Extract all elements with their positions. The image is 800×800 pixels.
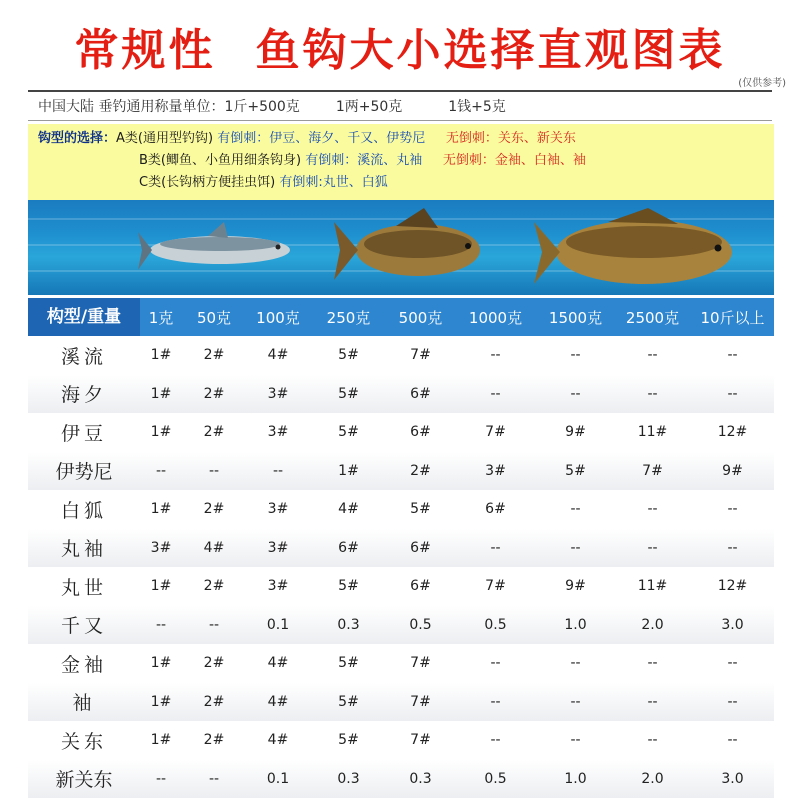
hook-type-cell: 丸世 xyxy=(60,576,107,599)
small-fish-icon xyxy=(138,222,290,270)
table-row xyxy=(28,375,774,414)
units-line xyxy=(38,96,552,116)
size-cell: 4# xyxy=(338,501,359,518)
size-cell: 2.0 xyxy=(641,616,664,633)
size-cell: 1# xyxy=(150,732,172,749)
size-cell: -- xyxy=(490,655,501,672)
size-cell: 5# xyxy=(338,385,359,402)
size-cell: 7# xyxy=(485,424,506,441)
hook-type-cell: 关东 xyxy=(60,730,107,753)
table-row xyxy=(28,644,774,683)
class-b: B类(鲫鱼、小鱼用细条钩身) xyxy=(139,153,302,168)
size-cell: -- xyxy=(155,462,167,479)
size-cell: 0.1 xyxy=(266,770,290,787)
hook-type-b xyxy=(38,150,774,172)
size-cell: 2# xyxy=(203,693,225,710)
size-cell: -- xyxy=(570,539,581,556)
size-cell: 4# xyxy=(267,693,289,710)
size-cell: 2# xyxy=(410,462,431,479)
class-a: A类(通用型钓钩) xyxy=(116,131,214,146)
size-cell: 4# xyxy=(267,347,289,364)
size-cell: -- xyxy=(727,655,738,672)
size-cell: -- xyxy=(570,385,581,402)
size-cell: 5# xyxy=(338,578,359,595)
table-row xyxy=(28,490,774,529)
size-cell: 7# xyxy=(410,347,431,364)
size-cell: 7# xyxy=(410,693,431,710)
size-cell: 12# xyxy=(717,578,748,595)
size-cell: -- xyxy=(647,347,658,364)
class-a-barbless: 无倒刺：关东、新关东 xyxy=(445,131,576,146)
size-cell: 7# xyxy=(485,578,506,595)
size-cell: -- xyxy=(727,385,738,402)
table-header xyxy=(28,298,774,336)
size-cell: 3# xyxy=(485,462,506,479)
reference-note: (仅供参考) xyxy=(738,78,786,89)
size-cell: 0.5 xyxy=(484,616,507,633)
header-cell: 250克 xyxy=(326,308,371,327)
size-cell: 0.3 xyxy=(337,616,360,633)
table-row xyxy=(28,452,774,491)
size-cell: -- xyxy=(727,732,738,749)
size-cell: 2# xyxy=(203,732,225,749)
size-cell: -- xyxy=(490,347,501,364)
size-cell: 0.1 xyxy=(266,616,290,633)
fish-banner xyxy=(28,200,774,295)
hook-type-cell: 伊豆 xyxy=(60,422,107,445)
size-cell: 0.3 xyxy=(409,770,432,787)
size-cell: -- xyxy=(570,693,581,710)
size-cell: 1# xyxy=(150,693,172,710)
hook-type-cell: 新关东 xyxy=(55,769,113,792)
size-cell: -- xyxy=(208,616,220,633)
hook-type-label: 钩型的选择： xyxy=(38,131,117,146)
unit-liang: 1两+50克 xyxy=(335,99,403,115)
table-body xyxy=(28,336,774,798)
size-cell: 0.3 xyxy=(337,770,360,787)
size-cell: 5# xyxy=(338,732,359,749)
title-right: 鱼钩大小选择直观图表 xyxy=(255,25,726,76)
header-cell: 10斤以上 xyxy=(700,308,765,327)
hook-type-cell: 溪流 xyxy=(60,345,107,368)
size-cell: 4# xyxy=(267,732,289,749)
size-cell: -- xyxy=(727,693,738,710)
hook-type-cell: 白狐 xyxy=(60,499,107,522)
header-cell: 500克 xyxy=(398,308,443,327)
hook-type-cell: 伊势尼 xyxy=(55,461,113,484)
size-cell: 2# xyxy=(203,501,225,518)
table-row xyxy=(28,413,774,452)
size-cell: -- xyxy=(570,347,581,364)
class-c-barbed: 有倒刺:丸世、白狐 xyxy=(279,175,388,190)
size-cell: 11# xyxy=(637,424,668,441)
size-cell: 1# xyxy=(150,578,172,595)
size-cell: 5# xyxy=(338,347,359,364)
size-cell: -- xyxy=(647,693,658,710)
table-row xyxy=(28,760,774,799)
size-cell: -- xyxy=(727,539,738,556)
size-cell: -- xyxy=(208,462,220,479)
size-cell: -- xyxy=(647,539,658,556)
size-cell: 5# xyxy=(565,462,586,479)
size-cell: 6# xyxy=(410,539,431,556)
header-cell: 50克 xyxy=(196,308,232,327)
size-cell: -- xyxy=(490,732,501,749)
hook-type-panel xyxy=(28,124,774,200)
hook-size-table xyxy=(28,298,774,798)
header-cell: 1000克 xyxy=(468,308,523,327)
size-cell: -- xyxy=(647,501,658,518)
class-a-barbed: 有倒刺：伊豆、海夕、千又、伊势尼 xyxy=(217,131,426,146)
hook-type-a xyxy=(38,128,774,150)
size-cell: -- xyxy=(727,347,738,364)
size-cell: 0.5 xyxy=(484,770,507,787)
size-cell: 12# xyxy=(717,424,748,441)
size-cell: 5# xyxy=(338,693,359,710)
size-cell: -- xyxy=(570,501,581,518)
size-cell: 6# xyxy=(410,424,431,441)
size-cell: 3# xyxy=(267,578,289,595)
hook-type-cell: 袖 xyxy=(72,692,96,715)
size-cell: 6# xyxy=(410,578,431,595)
divider xyxy=(28,90,772,92)
size-cell: 2# xyxy=(203,578,225,595)
hook-type-cell: 海夕 xyxy=(60,384,107,407)
class-b-barbed: 有倒刺：溪流、丸袖 xyxy=(305,153,423,168)
size-cell: -- xyxy=(208,770,220,787)
size-cell: 9# xyxy=(565,578,586,595)
size-cell: 3# xyxy=(267,501,289,518)
table-row xyxy=(28,683,774,722)
table-row xyxy=(28,529,774,568)
size-cell: 3# xyxy=(267,385,289,402)
crucian-fish-icon xyxy=(334,208,480,280)
size-cell: -- xyxy=(155,616,167,633)
size-cell: 1# xyxy=(150,347,172,364)
size-cell: -- xyxy=(155,770,167,787)
size-cell: 4# xyxy=(267,655,289,672)
size-cell: -- xyxy=(647,655,658,672)
size-cell: 9# xyxy=(565,424,586,441)
size-cell: 7# xyxy=(410,732,431,749)
header-cell: 1克 xyxy=(148,308,174,327)
size-cell: 3# xyxy=(267,539,289,556)
table-row xyxy=(28,567,774,606)
size-cell: 3# xyxy=(150,539,172,556)
header-cell: 1500克 xyxy=(548,308,603,327)
size-cell: -- xyxy=(272,462,284,479)
header-first: 构型/重量 xyxy=(28,298,140,336)
title-left: 常规性 xyxy=(74,25,216,76)
table-row xyxy=(28,721,774,760)
size-cell: 2# xyxy=(203,424,225,441)
size-cell: -- xyxy=(727,501,738,518)
size-cell: -- xyxy=(570,655,581,672)
size-cell: 1# xyxy=(338,462,359,479)
hook-type-cell: 千又 xyxy=(60,615,107,638)
hook-type-cell: 丸袖 xyxy=(60,538,107,561)
size-cell: -- xyxy=(647,732,658,749)
size-cell: 1.0 xyxy=(564,616,587,633)
carp-fish-icon xyxy=(534,208,732,284)
size-cell: 1.0 xyxy=(564,770,587,787)
size-cell: 6# xyxy=(485,501,506,518)
size-cell: 11# xyxy=(637,578,668,595)
size-cell: 2# xyxy=(203,347,225,364)
size-cell: 7# xyxy=(642,462,663,479)
size-cell: 2.0 xyxy=(641,770,664,787)
size-cell: 3.0 xyxy=(721,616,744,633)
size-cell: 1# xyxy=(150,501,172,518)
size-cell: 3.0 xyxy=(721,770,744,787)
page-title xyxy=(0,14,800,78)
size-cell: 5# xyxy=(410,501,431,518)
size-cell: 6# xyxy=(338,539,359,556)
size-cell: -- xyxy=(490,385,501,402)
hook-type-c xyxy=(38,172,774,194)
size-cell: -- xyxy=(490,693,501,710)
size-cell: 0.5 xyxy=(409,616,432,633)
size-cell: 5# xyxy=(338,424,359,441)
size-cell: 9# xyxy=(722,462,743,479)
table-row xyxy=(28,606,774,645)
table-row xyxy=(28,336,774,375)
unit-qian: 1钱+5克 xyxy=(448,99,506,115)
size-cell: 4# xyxy=(203,539,225,556)
size-cell: 1# xyxy=(150,655,172,672)
size-cell: 3# xyxy=(267,424,289,441)
size-cell: 7# xyxy=(410,655,431,672)
header-cell: 2500克 xyxy=(625,308,680,327)
size-cell: 5# xyxy=(338,655,359,672)
size-cell: 2# xyxy=(203,655,225,672)
size-cell: 1# xyxy=(150,385,172,402)
hook-type-cell: 金袖 xyxy=(60,653,107,676)
size-cell: -- xyxy=(647,385,658,402)
unit-jin: 中国大陆 垂钓通用称量单位：1斤+500克 xyxy=(38,99,300,115)
size-cell: -- xyxy=(490,539,501,556)
header-cell: 100克 xyxy=(256,308,300,327)
size-cell: 2# xyxy=(203,385,225,402)
divider xyxy=(28,120,772,121)
size-cell: 1# xyxy=(150,424,172,441)
size-cell: 6# xyxy=(410,385,431,402)
class-b-barbless: 无倒刺：金袖、白袖、袖 xyxy=(442,153,586,168)
class-c: C类(长钩柄方便挂虫饵) xyxy=(139,175,276,190)
size-cell: -- xyxy=(570,732,581,749)
